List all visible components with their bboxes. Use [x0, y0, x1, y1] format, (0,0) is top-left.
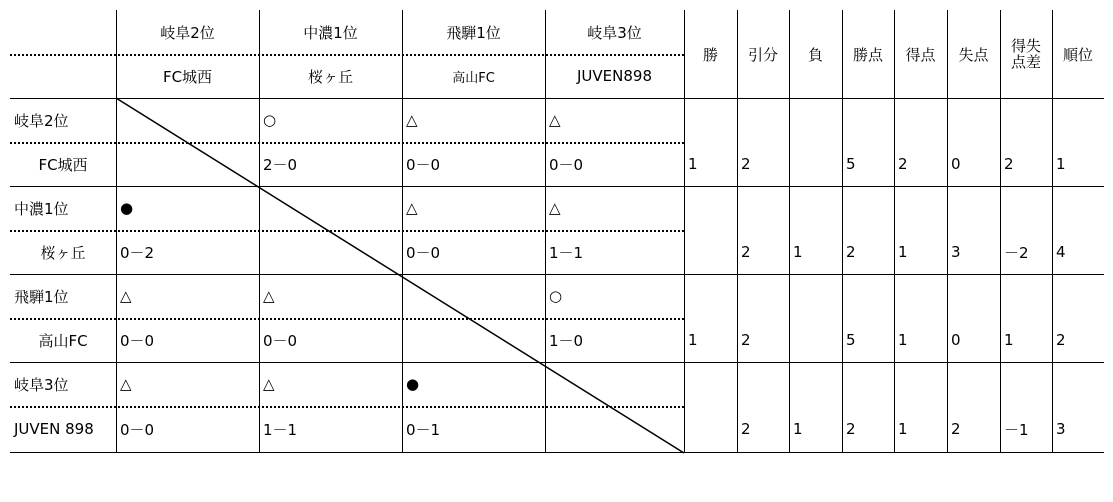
match-score: 0－0 — [120, 420, 155, 439]
stat-goal-diff: 1 — [1004, 331, 1014, 349]
header-goals-against: 失点 — [958, 45, 989, 64]
header-draw: 引分 — [747, 45, 778, 64]
stat-loss — [789, 318, 842, 362]
result-mark: △ — [120, 375, 132, 393]
stat-rank: 4 — [1056, 243, 1066, 261]
stat-loss: 1 — [793, 243, 803, 261]
stat-rank: 1 — [1056, 155, 1066, 173]
header-seed: 飛騨1位 — [446, 23, 501, 42]
stat-points: 5 — [846, 155, 856, 173]
match-score: 0－0 — [406, 243, 441, 262]
row-seed: 中濃1位 — [14, 199, 69, 218]
row-seed: 飛騨1位 — [14, 287, 69, 306]
row-seed: 岐阜2位 — [14, 111, 69, 130]
result-mark: ○ — [263, 111, 277, 129]
row-seed: 岐阜3位 — [14, 375, 69, 394]
match-score: 0－0 — [406, 155, 441, 174]
header-win: 勝 — [702, 45, 718, 64]
stat-draw: 2 — [741, 243, 751, 261]
match-score: 2－0 — [263, 155, 298, 174]
league-table — [10, 10, 1104, 453]
stat-goal-diff: －2 — [1004, 243, 1029, 262]
header-rank: 順位 — [1062, 45, 1093, 64]
header-team-name: 高山FC — [452, 70, 495, 86]
stat-rank: 2 — [1056, 331, 1066, 349]
match-score: 1－1 — [549, 243, 584, 262]
match-score: 0－2 — [120, 243, 155, 262]
header-team-name: 桜ヶ丘 — [307, 67, 353, 86]
stat-goals-for: 2 — [898, 155, 908, 173]
stat-loss: 1 — [793, 420, 803, 438]
header-loss: 負 — [807, 45, 823, 64]
result-mark: △ — [549, 111, 561, 129]
row-team-name: FC城西 — [38, 155, 88, 174]
stat-draw: 2 — [741, 420, 751, 438]
result-mark: △ — [263, 375, 275, 393]
stat-goal-diff: 2 — [1004, 155, 1014, 173]
header-goal-diff-line1: 得失 — [1010, 37, 1041, 55]
header-goal-diff-line2: 点差 — [1010, 53, 1041, 71]
stat-goals-for: 1 — [898, 420, 908, 438]
header-team-name: JUVEN898 — [577, 67, 652, 85]
stat-goals-against: 0 — [951, 331, 961, 349]
stat-draw: 2 — [741, 155, 751, 173]
result-mark: △ — [263, 287, 275, 305]
header-goal-diff — [1000, 10, 1052, 98]
stat-goals-against: 3 — [951, 243, 961, 261]
result-mark: ● — [120, 199, 134, 217]
result-mark: ● — [406, 375, 420, 393]
stat-win: 1 — [688, 155, 698, 173]
stat-goals-for: 1 — [898, 331, 908, 349]
match-score: 1－0 — [549, 331, 584, 350]
header-points: 勝点 — [852, 45, 883, 64]
stat-goals-against: 2 — [951, 420, 961, 438]
stat-points: 5 — [846, 331, 856, 349]
match-score: 0－0 — [549, 155, 584, 174]
result-mark: △ — [406, 199, 418, 217]
row-team-name: JUVEN 898 — [14, 420, 94, 438]
stat-draw: 2 — [741, 331, 751, 349]
table-bottom-line — [10, 452, 1104, 453]
stat-points: 2 — [846, 243, 856, 261]
stat-goals-for: 1 — [898, 243, 908, 261]
header-seed: 中濃1位 — [303, 23, 358, 42]
header-seed: 岐阜2位 — [160, 23, 215, 42]
match-score: 0－1 — [406, 420, 441, 439]
match-score: 0－0 — [120, 331, 155, 350]
stat-win: 1 — [688, 331, 698, 349]
match-score: 0－0 — [263, 331, 298, 350]
result-mark: △ — [549, 199, 561, 217]
stat-win — [684, 406, 737, 452]
header-goals-for: 得点 — [905, 45, 936, 64]
stat-loss — [789, 142, 842, 186]
row-team-name: 高山FC — [38, 331, 88, 350]
row-team-name: 桜ヶ丘 — [40, 243, 86, 262]
result-mark: △ — [120, 287, 132, 305]
result-mark: △ — [406, 111, 418, 129]
header-team-name: FC城西 — [162, 67, 213, 86]
stat-rank: 3 — [1056, 420, 1066, 438]
stat-win — [684, 230, 737, 274]
stat-goals-against: 0 — [951, 155, 961, 173]
result-mark: ○ — [549, 287, 563, 305]
stat-goal-diff: －1 — [1004, 420, 1029, 439]
header-seed: 岐阜3位 — [587, 23, 642, 42]
match-score: 1－1 — [263, 420, 298, 439]
stat-points: 2 — [846, 420, 856, 438]
